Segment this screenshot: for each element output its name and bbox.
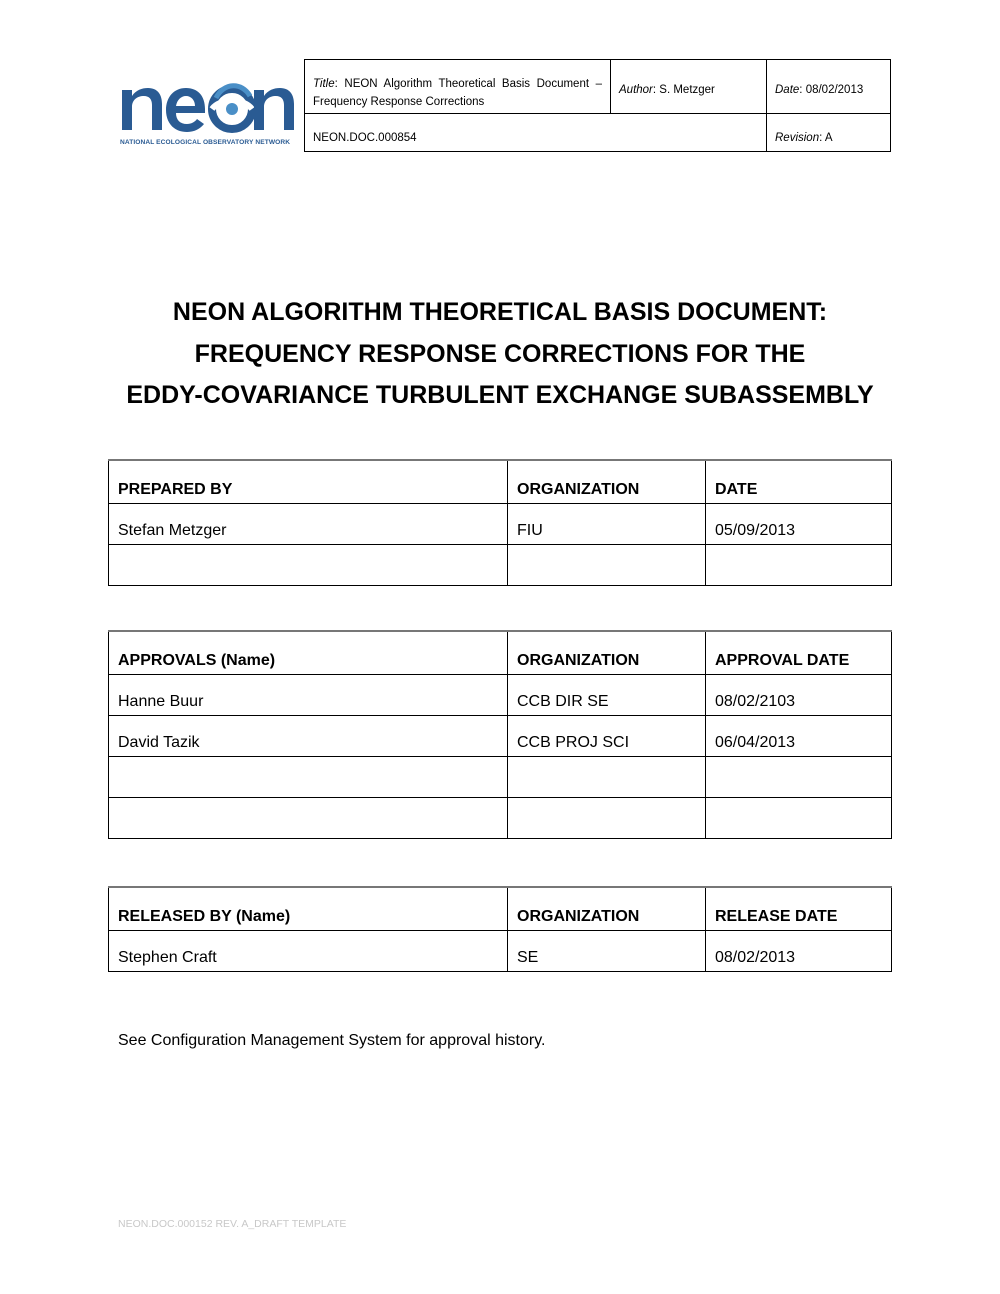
table-cell [508, 797, 706, 838]
approval-history-note: See Configuration Management System for approval history. [118, 1032, 546, 1049]
header-revision-cell: Revision: A [775, 132, 833, 144]
table-cell [109, 756, 508, 797]
table-header-row [109, 460, 892, 503]
table-row [109, 756, 892, 797]
doc-number: NEON.DOC.000854 [313, 132, 417, 144]
table-cell: 06/04/2013 [706, 715, 892, 756]
table-cell [706, 544, 892, 585]
prepared-by-table [108, 459, 892, 586]
neon-wordmark-icon [120, 76, 296, 136]
table-row [109, 503, 892, 544]
header-cell: RELEASE DATE [706, 887, 892, 930]
table-cell: CCB PROJ SCI [508, 715, 706, 756]
table-cell [109, 544, 508, 585]
title-line: EDDY-COVARIANCE TURBULENT EXCHANGE SUBASSEMBLY [126, 381, 874, 409]
table-cell: SE [508, 930, 706, 971]
header-cell: APPROVALS (Name) [109, 631, 508, 674]
approvals-table [108, 630, 892, 839]
title-label: Title [313, 78, 335, 90]
title-line: NEON ALGORITHM THEORETICAL BASIS DOCUMENT: [172, 298, 828, 326]
header-cell: APPROVAL DATE [706, 631, 892, 674]
header-cell: ORGANIZATION [508, 887, 706, 930]
table-cell: Hanne Buur [109, 674, 508, 715]
revision-value: A [824, 132, 833, 144]
header-cell: PREPARED BY [109, 460, 508, 503]
header-cell: RELEASED BY (Name) [109, 887, 508, 930]
table-row [109, 930, 892, 971]
table-header-row [109, 887, 892, 930]
header-doc-number-cell [305, 114, 767, 152]
neon-logo [120, 76, 296, 152]
title-line: FREQUENCY RESPONSE CORRECTIONS FOR THE [194, 339, 806, 368]
table-row [109, 797, 892, 838]
table-cell: Stephen Craft [109, 930, 508, 971]
date-value: 08/02/2013 [805, 84, 864, 96]
date-label: Date [775, 84, 800, 96]
table-cell [706, 797, 892, 838]
header-author-cell: Author: S. Metzger [611, 60, 767, 114]
document-header [304, 59, 891, 152]
header-title-cell: Title: NEON Algorithm Theoretical Basis Document – Frequency Response Corrections [305, 60, 611, 114]
revision-label: Revision [775, 132, 820, 144]
table-row [109, 674, 892, 715]
logo-subtitle: NATIONAL ECOLOGICAL OBSERVATORY NETWORK [120, 139, 291, 146]
table-cell [508, 756, 706, 797]
header-cell: ORGANIZATION [508, 460, 706, 503]
document-title [100, 292, 900, 417]
table-cell: FIU [508, 503, 706, 544]
table-cell: 08/02/2013 [706, 930, 892, 971]
table-cell: CCB DIR SE [508, 674, 706, 715]
released-by-table [108, 886, 892, 972]
author-value: S. Metzger [659, 84, 715, 96]
table-cell [109, 797, 508, 838]
author-label: Author [619, 84, 653, 96]
title-value: NEON Algorithm Theoretical Basis Document – Frequency Response Corrections [313, 78, 603, 108]
header-date-cell: Date: 08/02/2013 [767, 60, 890, 114]
table-cell: 05/09/2013 [706, 503, 892, 544]
table-row [109, 715, 892, 756]
table-cell: 08/02/2103 [706, 674, 892, 715]
table-cell: David Tazik [109, 715, 508, 756]
table-row [109, 544, 892, 585]
header-cell: ORGANIZATION [508, 631, 706, 674]
table-cell [508, 544, 706, 585]
table-cell [706, 756, 892, 797]
template-footer: NEON.DOC.000152 REV. A_DRAFT TEMPLATE [118, 1218, 347, 1230]
table-header-row [109, 631, 892, 674]
table-cell: Stefan Metzger [109, 503, 508, 544]
header-cell: DATE [706, 460, 892, 503]
